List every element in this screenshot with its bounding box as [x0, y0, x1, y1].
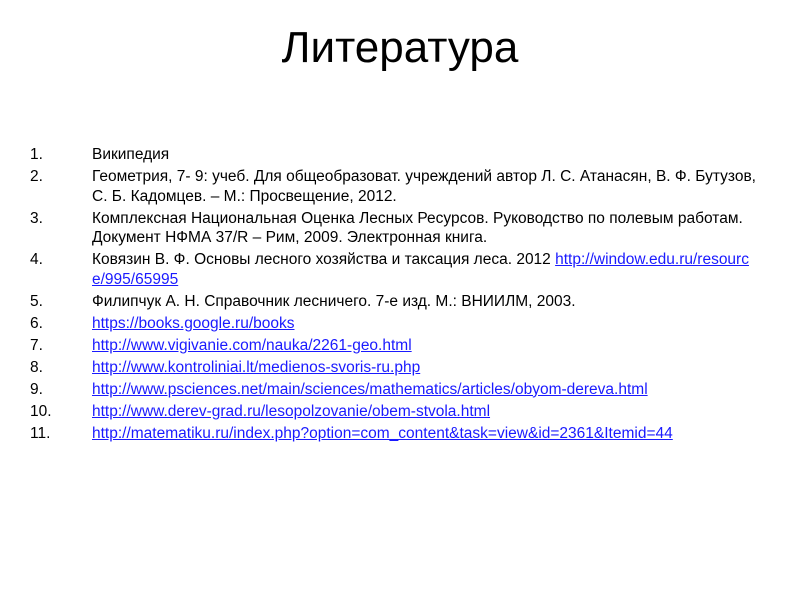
reference-body [92, 314, 760, 334]
slide-title: Литература [281, 23, 519, 72]
reference-item-10 [30, 402, 760, 422]
reference-item-7 [30, 336, 760, 356]
reference-number: 2. [30, 168, 43, 185]
reference-link[interactable]: http://www.kontroliniai.lt/medienos-svoris-ru.php [92, 358, 421, 376]
reference-item-6 [30, 314, 760, 334]
reference-body [92, 358, 760, 378]
reference-text: Ковязин В. Ф. Основы лесного хозяйства и таксация леса. 2012 [92, 251, 556, 268]
reference-number: 11. [30, 424, 51, 442]
reference-body [92, 145, 760, 165]
reference-link[interactable]: http://window.edu.ru/resource/995/65995 [92, 251, 749, 288]
reference-item-4 [30, 250, 760, 289]
reference-number: 10. [30, 402, 52, 420]
reference-body [92, 424, 760, 444]
reference-body [92, 209, 760, 248]
reference-item-3 [30, 209, 760, 248]
reference-number: 6. [30, 314, 43, 332]
reference-body [92, 292, 760, 312]
reference-list [30, 145, 760, 446]
reference-number: 7. [30, 336, 43, 354]
reference-text: Филипчук А. Н. Справочник лесничего. 7-е изд. М.: ВНИИЛМ, 2003. [92, 292, 576, 310]
reference-link[interactable]: http://www.vigivanie.com/nauka/2261-geo.html [92, 336, 412, 354]
reference-item-2 [30, 167, 760, 206]
reference-body [92, 402, 760, 422]
reference-number: 5. [30, 292, 43, 310]
reference-link[interactable]: http://matematiku.ru/index.php?option=com_content&task=view&id=2361&Itemid=44 [92, 424, 673, 442]
reference-number: 3. [30, 209, 43, 227]
reference-item-8 [30, 358, 760, 378]
reference-number: 8. [30, 358, 43, 376]
reference-body [92, 250, 760, 289]
reference-item-11 [30, 424, 760, 444]
reference-link[interactable]: http://www.psciences.net/main/sciences/mathematics/articles/obyom-dereva.html [92, 380, 648, 398]
reference-text: Википедия [92, 146, 170, 163]
reference-number: 4. [30, 251, 43, 268]
reference-link[interactable]: https://books.google.ru/books [92, 314, 295, 332]
reference-number: 9. [30, 380, 43, 398]
reference-link[interactable]: http://www.derev-grad.ru/lesopolzovanie/obem-stvola.html [92, 402, 491, 420]
reference-item-5 [30, 292, 760, 312]
reference-number: 1. [30, 146, 43, 163]
reference-body [92, 336, 760, 356]
reference-body [92, 167, 760, 206]
reference-item-9 [30, 380, 760, 400]
reference-item-1 [30, 145, 760, 165]
reference-text: Геометрия, 7- 9: учеб. Для общеобразоват. учреждений автор Л. С. Атанасян, В. Ф. Бутузов, С. Б. Кадомцев. – М.: Просвещение, 2012. [92, 168, 756, 205]
reference-body [92, 380, 760, 400]
reference-text: Комплексная Национальная Оценка Лесных Ресурсов. Руководство по полевым работам. Документ НФМА 37/R – Рим, 2009. Электронная книга. [92, 209, 743, 246]
